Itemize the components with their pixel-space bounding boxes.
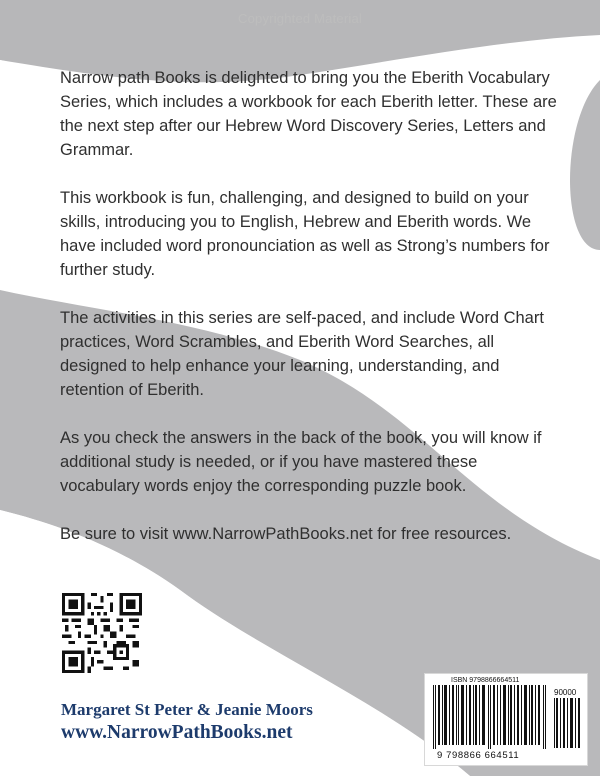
copyright-watermark: Copyrighted Material xyxy=(238,11,362,26)
price-barcode-bars xyxy=(553,698,583,748)
paragraph-activities: The activities in this series are self-paced, and include Word Chart practices, Word Scrambles, and Eberith Word Searches, all designed to help enhance your learning, understanding, and retention of Eberith. xyxy=(60,309,544,399)
price-code: 90000 xyxy=(554,688,577,697)
paragraph-visit: Be sure to visit www.NarrowPathBooks.net for free resources. xyxy=(60,525,512,543)
isbn-barcode xyxy=(424,673,588,766)
publisher-website: www.NarrowPathBooks.net xyxy=(61,722,293,743)
qr-code xyxy=(62,593,142,673)
barcode-bars xyxy=(431,685,551,749)
paragraph-intro: Narrow path Books is delighted to bring you the Eberith Vocabulary Series, which includes a workbook for each Eberith letter. These are the next step after our Hebrew Word Discovery Series, Letters and Grammar. xyxy=(60,69,557,159)
author-names: Margaret St Peter & Jeanie Moors xyxy=(61,700,313,719)
description-text xyxy=(60,66,560,570)
paragraph-workbook: This workbook is fun, challenging, and designed to build on your skills, introducing you to English, Hebrew and Eberith words. We have included word pronounciation as well as Strong’s numbers for further study. xyxy=(60,189,550,279)
isbn-label: ISBN 9798866664511 xyxy=(451,677,520,684)
isbn-digits: 9 798866 664511 xyxy=(437,750,520,761)
paragraph-answers: As you check the answers in the back of the book, you will know if additional study is needed, or if you have mastered these vocabulary words enjoy the corresponding puzzle book. xyxy=(60,429,542,495)
